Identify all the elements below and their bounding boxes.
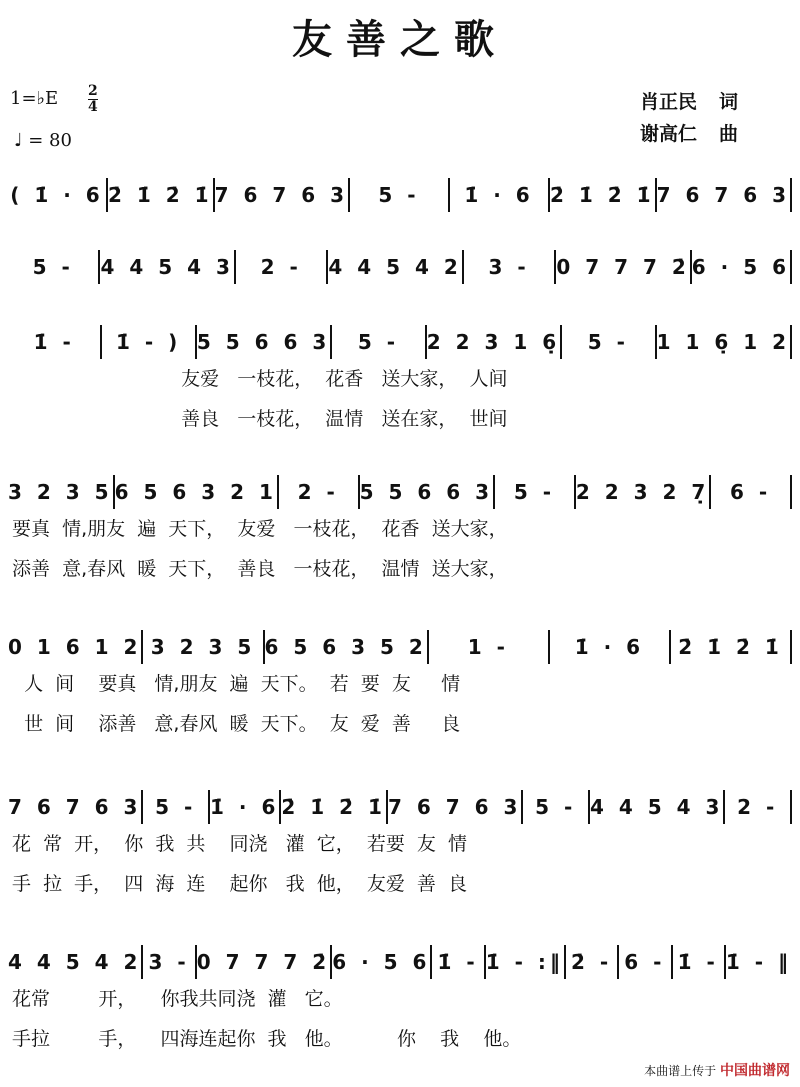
credits bbox=[640, 86, 738, 150]
music-system bbox=[8, 178, 792, 212]
measure: 1̇ - bbox=[432, 945, 485, 979]
music-system bbox=[8, 250, 792, 284]
measure: 0 7 7 7 2̇ bbox=[197, 945, 332, 979]
measure: 5 5 6 6 3 bbox=[360, 475, 495, 509]
measure: ( 1̇ · 6 bbox=[8, 178, 108, 212]
measure: 7 6 7 6 3 bbox=[8, 790, 143, 824]
notation-staff bbox=[8, 790, 792, 824]
measure: 7 6 7 6 3 bbox=[388, 790, 523, 824]
music-system bbox=[8, 945, 792, 1059]
measure: 2̇ 1̇ 2̇ 1̇ bbox=[671, 630, 792, 664]
measure: 7 6 7 6 3 bbox=[215, 178, 350, 212]
measure: 5 - bbox=[562, 325, 656, 359]
upload-text: 本曲谱上传于 bbox=[644, 1064, 717, 1078]
measure: 1̇ - ‖ bbox=[725, 950, 792, 974]
composer-name: 谢高仁 bbox=[640, 123, 698, 145]
time-top: 2 bbox=[88, 83, 98, 99]
measure: 3 - bbox=[464, 250, 556, 284]
notation-staff bbox=[8, 945, 792, 979]
measure: 2 - bbox=[236, 250, 328, 284]
measure: 0 1 6 1 2 bbox=[8, 630, 143, 664]
measure: 1 - bbox=[429, 630, 550, 664]
key-signature: 1=♭E bbox=[10, 88, 59, 109]
notation-staff bbox=[8, 178, 792, 212]
lyric-line: 花常 开， 你我共同浇 灌 它。 bbox=[12, 988, 343, 1010]
lyricist-name: 肖正民 bbox=[640, 91, 698, 113]
measure: 5 5 6 6 3 bbox=[197, 325, 332, 359]
measure: 1̇ · 6 bbox=[450, 178, 550, 212]
measure: 1̇ - bbox=[673, 945, 726, 979]
lyric-line: 世 间 添善 意,春风 暖 天下。 友 爱 善 良 bbox=[12, 713, 461, 735]
tempo-marking: ♩ = 80 bbox=[14, 130, 72, 151]
measure: 7 6 7 6 3 bbox=[657, 178, 792, 212]
measure: 4 4 5 4 3 bbox=[590, 790, 725, 824]
measure: 2̇ - bbox=[566, 945, 619, 979]
lyric-line: 人 间 要真 情,朋友 遍 天下。 若 要 友 情 bbox=[12, 673, 461, 695]
lyric-line: 添善 意,春风 暖 天下， 善良 一枝花， 温情 送大家， bbox=[12, 558, 508, 580]
measure: 1̇ - ) bbox=[102, 325, 196, 359]
measure: 1 1 6̣ 1 2 bbox=[657, 325, 792, 359]
measure: 2̇ 1̇ 2̇ 1̇ bbox=[281, 790, 388, 824]
notation-staff bbox=[8, 475, 792, 509]
music-system bbox=[8, 325, 792, 439]
upload-note bbox=[644, 1060, 790, 1080]
measure: 6 - bbox=[619, 945, 672, 979]
measure: 2̇ 1̇ 2̇ 1̇ bbox=[108, 178, 215, 212]
measure: 6 5 6 3 5 2 bbox=[265, 630, 429, 664]
music-system bbox=[8, 790, 792, 904]
measure: 6 - bbox=[711, 475, 792, 509]
measure: 5 - bbox=[523, 790, 590, 824]
measure: 6 · 5 6 bbox=[692, 250, 792, 284]
lyric-line: 善良 一枝花， 温情 送在家， 世间 bbox=[12, 408, 508, 430]
notation-staff bbox=[8, 250, 792, 284]
song-title: 友善之歌 bbox=[292, 17, 508, 63]
measure: 3 - bbox=[143, 945, 196, 979]
lyric-line: 友爱 一枝花， 花香 送大家， 人间 bbox=[12, 368, 508, 390]
measure: 4 4 5 4 3 bbox=[100, 250, 235, 284]
measure: 2 - bbox=[725, 790, 792, 824]
measure: 4 4 5 4 2 bbox=[8, 945, 143, 979]
measure: 2 2 3 2 7̣ bbox=[576, 475, 711, 509]
measure: 1̇ · 6 bbox=[210, 790, 281, 824]
measure: 5 - bbox=[143, 790, 210, 824]
composer-role: 曲 bbox=[719, 123, 739, 145]
music-system bbox=[8, 630, 792, 744]
time-signature bbox=[88, 84, 98, 115]
music-system bbox=[8, 475, 792, 589]
measure: 3 2 3 5 bbox=[8, 475, 115, 509]
measure: 6 · 5 6 bbox=[332, 945, 432, 979]
measure: 1̇ · 6 bbox=[550, 630, 671, 664]
lyricist-role: 词 bbox=[719, 91, 739, 113]
time-bottom: 4 bbox=[88, 99, 98, 115]
notation-staff bbox=[8, 325, 792, 359]
lyric-line: 手 拉 手， 四 海 连 起你 我 他， 友爱 善 良 bbox=[12, 873, 467, 895]
measure: 1̇ - :‖ bbox=[486, 945, 566, 979]
measure: 4 4 5 4 2 bbox=[328, 250, 463, 284]
measure: 2̇ 1̇ 2̇ 1̇ bbox=[550, 178, 657, 212]
lyric-line: 要真 情,朋友 遍 天下， 友爱 一枝花， 花香 送大家， bbox=[12, 518, 508, 540]
measure: 5 - bbox=[495, 475, 576, 509]
measure: 1̇ - bbox=[8, 325, 102, 359]
measure: 2 2 3 1 6̣ bbox=[427, 325, 562, 359]
site-logo: 中国曲谱网 bbox=[720, 1063, 790, 1079]
measure: 5 - bbox=[332, 325, 426, 359]
measure: 6 5 6 3 2 1 bbox=[115, 475, 279, 509]
measure: 5 - bbox=[8, 250, 100, 284]
notation-staff bbox=[8, 630, 792, 664]
measure: 5 - bbox=[350, 178, 450, 212]
measure: 2 - bbox=[279, 475, 360, 509]
lyric-line: 手拉 手， 四海连起你 我 他。 你 我 他。 bbox=[12, 1028, 522, 1050]
measure: 0 7 7 7 2̇ bbox=[556, 250, 691, 284]
measure: 3 2 3 5 bbox=[143, 630, 264, 664]
lyric-line: 花 常 开， 你 我 共 同浇 灌 它， 若要 友 情 bbox=[12, 833, 467, 855]
